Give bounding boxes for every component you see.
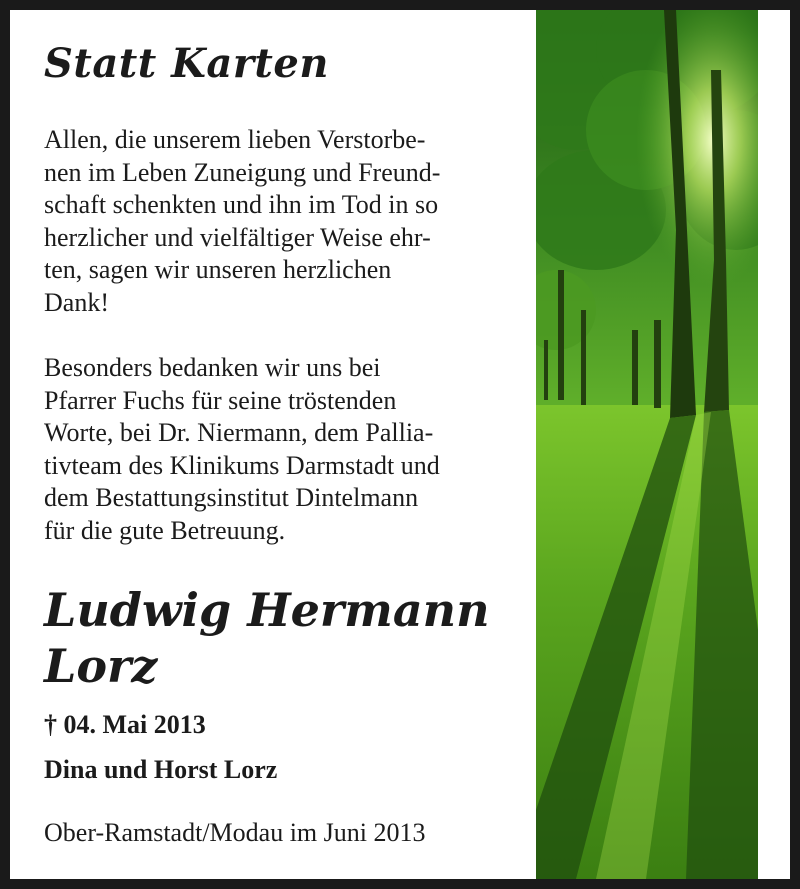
text-line: schaft schenkten und ihn im Tod in so [44,190,439,220]
text-line: nen im Leben Zuneigung und Freund- [44,157,441,187]
special-thanks-paragraph [44,352,524,548]
thanks-paragraph [44,124,524,320]
text-line: Dank! [44,287,109,317]
text-line: tivteam des Klinikums Darmstadt und [44,450,440,480]
deceased-name-line: Lorz [44,639,158,693]
park-trees-photo [536,10,758,879]
text-line: Allen, die unserem lieben Verstorbe- [44,125,426,154]
text-line: Pfarrer Fuchs für seine tröstenden [44,385,397,415]
text-line: Worte, bei Dr. Niermann, dem Pallia- [44,418,434,448]
text-line: für die gute Betreuung. [44,515,286,545]
text-line: Besonders bedanken wir uns bei [44,353,381,382]
deceased-name [44,582,490,694]
family-signature: Dina und Horst Lorz [44,755,278,784]
text-line: dem Bestattungsinstitut Dintelmann [44,483,419,513]
death-date: † 04. Mai 2013 [44,710,206,739]
obituary-card [10,10,790,879]
place-and-date: Ober-Ramstadt/Modau im Juni 2013 [44,818,426,847]
notice-heading: Statt Karten [44,40,329,87]
text-line: herzlicher und vielfältiger Weise ehr- [44,222,431,252]
text-line: ten, sagen wir unseren herzlichen [44,255,392,285]
deceased-name-line: Ludwig Hermann [44,583,490,637]
